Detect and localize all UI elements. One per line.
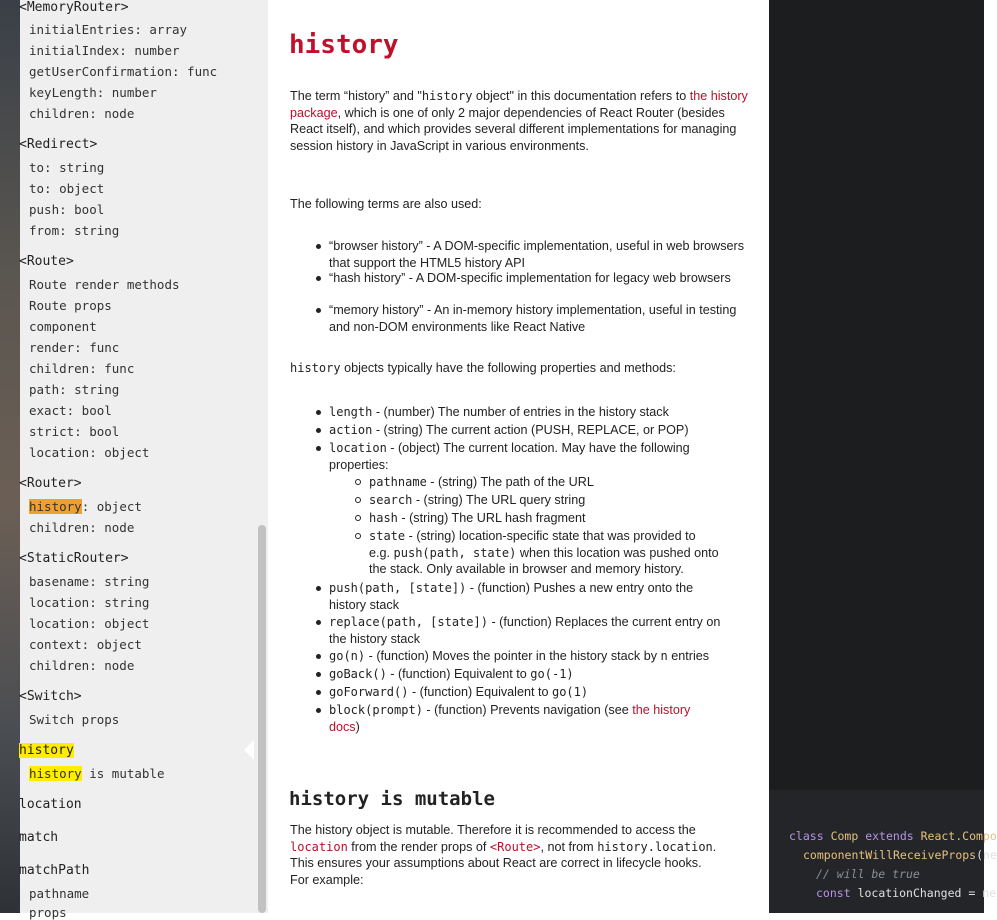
prop-item: [329, 422, 749, 439]
text: - (string) The URL query string: [412, 493, 586, 507]
sidebar-heading-router[interactable]: <Router>: [19, 476, 82, 491]
prop-item: [329, 440, 734, 473]
sub-bullet: [355, 515, 361, 521]
inline-code: n: [660, 649, 668, 663]
inline-code: history.location: [597, 839, 713, 854]
bullet: [316, 620, 321, 625]
text: - (function) Pushes a new entry onto the: [466, 581, 694, 595]
desktop-background: [0, 0, 20, 913]
code-line: [803, 848, 997, 862]
bullet: [316, 244, 321, 249]
prop-item: [329, 404, 749, 421]
inline-code: go(1): [551, 685, 589, 699]
sidebar-heading-matchpath[interactable]: matchPath: [19, 863, 90, 878]
code-token: class: [789, 829, 824, 843]
props-lead: [290, 360, 752, 377]
terms-lead: The following terms are also used:: [290, 197, 482, 211]
text: when this location was pushed onto: [516, 545, 719, 560]
inline-code: block(prompt): [329, 703, 423, 717]
sidebar-scrollbar-thumb[interactable]: [258, 525, 266, 913]
text: the history stack: [329, 631, 420, 646]
page-title: history: [289, 30, 399, 60]
text: - (function) Replaces the current entry on: [487, 615, 721, 629]
location-prop-item: [369, 510, 749, 527]
text: object" in this documentation refers to: [472, 89, 690, 103]
text: - (function) Equivalent to: [386, 667, 531, 681]
sidebar-item[interactable]: children: node: [29, 106, 135, 121]
text: - (number) The number of entries in the history stack: [372, 405, 669, 419]
inline-code: goBack(): [329, 667, 387, 681]
text: , not from: [540, 839, 598, 854]
sidebar-item-history-mutable[interactable]: [29, 766, 164, 781]
code-token: extends: [865, 829, 914, 843]
inline-code: action: [329, 423, 373, 437]
sidebar-item[interactable]: location: string: [29, 595, 150, 610]
sidebar-item[interactable]: render: func: [29, 340, 120, 355]
sidebar-item-suffix: is mutable: [81, 766, 165, 781]
bullet: [316, 276, 321, 281]
sidebar-item[interactable]: location: object: [29, 616, 150, 631]
code-comment: // will be true: [816, 867, 920, 881]
sidebar-item[interactable]: children: node: [29, 520, 135, 535]
active-highlight: history: [29, 499, 82, 514]
bullet: [316, 308, 321, 313]
sidebar-item[interactable]: Route props: [29, 298, 112, 313]
section-title: history is mutable: [289, 788, 495, 810]
code-line: [816, 886, 996, 900]
code-token: =: [968, 886, 976, 900]
text: ): [684, 423, 689, 437]
text: - (function) Moves the pointer in the history stack by: [365, 649, 661, 663]
sidebar-item-router-history[interactable]: [29, 499, 142, 514]
bullet: [316, 410, 321, 415]
intro-paragraph: [290, 88, 752, 154]
method-item: [329, 648, 749, 665]
bullet: [316, 586, 321, 591]
bullet: [316, 446, 321, 451]
inline-code: hash: [369, 511, 398, 525]
sub-bullet: [355, 479, 361, 485]
method-item: [329, 580, 749, 613]
text: the stack. Only available in browser and memory history.: [369, 562, 684, 576]
history-docs-link[interactable]: docs: [329, 719, 356, 734]
term-item: “browser history” - A DOM-specific implementation, useful in web browsers that support the HTML5 history API: [329, 239, 745, 270]
sidebar-item[interactable]: from: string: [29, 223, 120, 238]
term-item: “memory history” - An in-memory history implementation, useful in testing and non-DOM environments like React Native: [329, 303, 737, 334]
code-token: React.Compo: [920, 829, 997, 843]
code-token: ne: [982, 886, 997, 900]
code-token: (ne: [976, 848, 997, 862]
inline-code: pathname: [369, 475, 427, 489]
sub-bullet: [355, 533, 361, 539]
text: .: [712, 839, 717, 854]
text: The history object is mutable. Therefore it is recommended to access the: [290, 823, 696, 837]
bullet: [316, 654, 321, 659]
text: - (string) The current action (: [372, 423, 536, 437]
text: ,: [570, 423, 578, 437]
code-token: componentWillReceiveProps: [803, 848, 977, 862]
sidebar-heading-match[interactable]: match: [19, 830, 59, 845]
sidebar-item[interactable]: context: object: [29, 637, 142, 652]
text: REPLACE: [577, 423, 636, 437]
inline-code: go(n): [329, 649, 366, 663]
method-item: [329, 614, 749, 647]
sidebar-item[interactable]: Route render methods: [29, 277, 180, 292]
inline-code: history: [421, 89, 473, 103]
sidebar-heading-location[interactable]: location: [19, 797, 82, 812]
text: , or: [636, 423, 658, 437]
text: - (string) The path of the URL: [426, 475, 594, 489]
sidebar-item[interactable]: to: object: [29, 181, 105, 196]
active-section-pointer: [244, 740, 254, 760]
term-item: “hash history” - A DOM-specific implementation for legacy web browsers: [329, 271, 731, 285]
sidebar-item[interactable]: strict: bool: [29, 424, 120, 439]
code-token: Comp: [830, 829, 859, 843]
search-highlight: history: [29, 766, 82, 781]
route-link[interactable]: <Route>: [489, 839, 541, 854]
text: from the render props of: [347, 839, 490, 854]
sidebar-item[interactable]: getUserConfirmation: func: [29, 64, 218, 79]
sidebar-heading-redirect[interactable]: <Redirect>: [19, 137, 98, 152]
text: , which is one of only 2 major dependencies of React Router (besides React itself), and which provides several different implementations for managing session history in JavaScript in various environments.: [290, 105, 737, 153]
bullet: [316, 708, 321, 713]
sidebar-item[interactable]: component: [29, 319, 97, 334]
text: The term “history” and ": [290, 89, 422, 103]
text: - (function) Prevents navigation (see: [422, 703, 633, 717]
text: - (function) Equivalent to: [408, 685, 552, 699]
sidebar-item[interactable]: props: [29, 905, 67, 920]
sidebar-item[interactable]: children: func: [29, 361, 135, 376]
location-prop-item: [369, 528, 749, 578]
sidebar-heading-switch[interactable]: <Switch>: [19, 689, 82, 704]
text: - (string) The URL hash fragment: [397, 511, 586, 525]
method-item: [329, 666, 749, 683]
location-prop-item: [369, 474, 749, 491]
search-highlight: history: [19, 743, 74, 758]
location-link[interactable]: location: [290, 839, 348, 854]
sidebar-item[interactable]: children: node: [29, 658, 135, 673]
sidebar-heading-history[interactable]: [19, 743, 74, 758]
inline-code: length: [329, 405, 373, 419]
section-paragraph: [290, 822, 752, 888]
text: entries: [667, 649, 710, 663]
code-line: [789, 829, 997, 843]
sidebar-item[interactable]: initialEntries: array: [29, 22, 188, 37]
bullet: [316, 690, 321, 695]
sidebar-item-suffix: : object: [81, 499, 142, 514]
text: This ensures your assumptions about React are correct in lifecycle hooks.: [290, 856, 702, 870]
sidebar-heading-memoryrouter[interactable]: <MemoryRouter>: [19, 0, 129, 15]
sidebar-item[interactable]: exact: bool: [29, 403, 112, 418]
sidebar-item[interactable]: push: bool: [29, 202, 105, 217]
location-prop-item: [369, 492, 749, 509]
sidebar-heading-staticrouter[interactable]: <StaticRouter>: [19, 551, 129, 566]
inline-code: search: [369, 493, 413, 507]
bullet: [316, 428, 321, 433]
text: ): [355, 719, 360, 734]
inline-code: go(-1): [530, 667, 574, 681]
sidebar-item[interactable]: pathname: [29, 886, 90, 901]
text: PUSH: [535, 423, 571, 437]
sidebar-item[interactable]: basename: string: [29, 574, 150, 589]
text: - (string) location-specific state that was provided to: [405, 529, 696, 543]
inline-code: location: [329, 441, 387, 455]
method-item: [329, 702, 749, 735]
bullet: [316, 672, 321, 677]
method-item: [329, 684, 749, 701]
history-docs-link[interactable]: the history: [632, 703, 691, 717]
text: - (object) The current location. May have the following properties:: [329, 441, 690, 472]
sidebar-item[interactable]: location: object: [29, 445, 150, 460]
code-column: [769, 0, 984, 913]
inline-code: goForward(): [329, 685, 409, 699]
text: e.g.: [369, 545, 394, 560]
inline-code: history: [290, 361, 341, 375]
sidebar-item[interactable]: to: string: [29, 160, 105, 175]
text: POP: [657, 423, 685, 437]
inline-code: push(path, state): [393, 545, 517, 560]
text: history stack: [329, 597, 399, 612]
text: For example:: [290, 872, 364, 887]
code-token: const: [816, 886, 851, 900]
inline-code: replace(path, [state]): [329, 615, 488, 629]
text: objects typically have the following properties and methods:: [340, 361, 676, 375]
sub-bullet: [355, 497, 361, 503]
sidebar-item[interactable]: Switch props: [29, 712, 120, 727]
inline-code: push(path, [state]): [329, 581, 467, 595]
inline-code: state: [369, 529, 406, 543]
sidebar-item[interactable]: path: string: [29, 382, 120, 397]
sidebar-item[interactable]: keyLength: number: [29, 85, 157, 100]
sidebar-item[interactable]: initialIndex: number: [29, 43, 180, 58]
history-package-link[interactable]: the history package: [290, 89, 748, 120]
sidebar-heading-route[interactable]: <Route>: [19, 254, 74, 269]
code-token: locationChanged: [857, 886, 962, 900]
